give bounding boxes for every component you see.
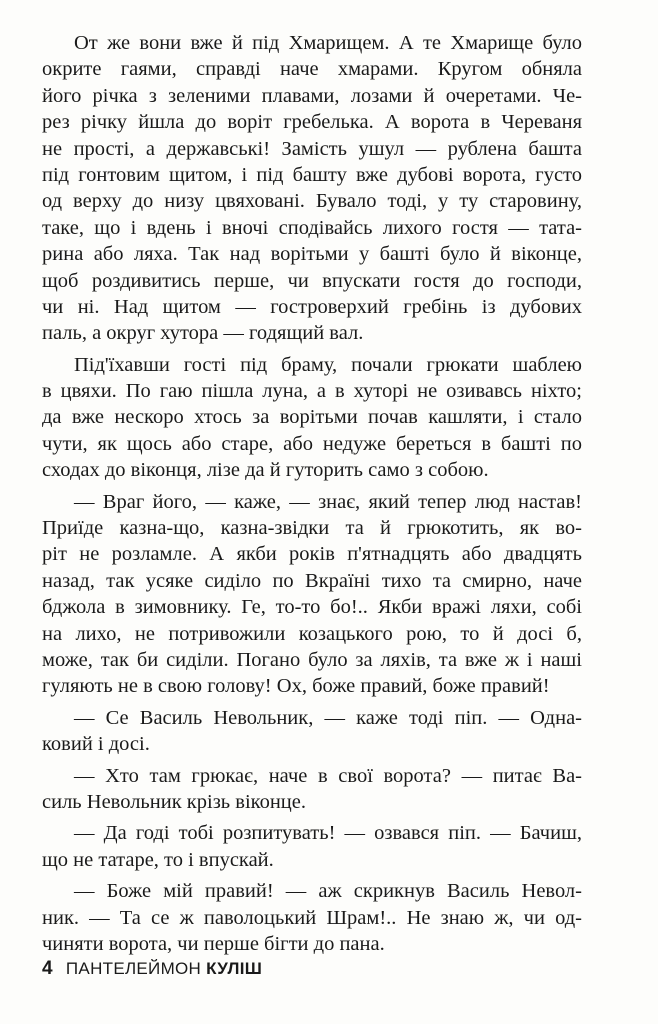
- text-line: ріт не розламле. А якби років п'ятнадцять або двадцять: [42, 543, 582, 566]
- text-line: Приїде казна-що, казна-звідки та й грюкотить, як во-: [42, 517, 582, 540]
- text-line: назад, так усяке сиділо по Вкраїні тихо та смирно, наче: [42, 569, 582, 592]
- text-line: От же вони вже й під Хмарищем. А те Хмарище було: [74, 32, 582, 54]
- text-line: паль, а округ хутора — годящий вал.: [42, 322, 364, 345]
- text-line: Під'їхавши гості під браму, почали грюкати шаблею: [74, 353, 582, 376]
- paragraph: [42, 30, 582, 347]
- text-line: може, так би сиділи. Погано було за ляхів, та вже ж і наші: [42, 648, 582, 671]
- text-line: чиняти ворота, чи перше бігти до пана.: [42, 932, 385, 955]
- text-line: рез річку йшла до воріт гребелька. А ворота в Череваня: [42, 111, 582, 134]
- text-line: таке, що і вдень і вночі сподівайсь лихого гостя — тата-: [42, 216, 582, 239]
- text-line: бджола в зимовнику. Ге, то-то бо!.. Якби вражі ляхи, собі: [42, 596, 582, 619]
- text-line: чути, як щось або старе, або недуже береться в башті по: [42, 432, 582, 455]
- body-text: [42, 30, 582, 962]
- text-line: од верху до низу цвяховані. Бувало тоді, у ту старовину,: [42, 190, 582, 213]
- text-line: сходах до віконця, лізе да й гуторить само з собою.: [42, 459, 489, 482]
- author-first-name: ПАНТЕЛЕЙМОН: [65, 959, 202, 978]
- paragraph: [42, 489, 582, 700]
- text-line: не прості, а державські! Замість ушул — рублена башта: [42, 137, 582, 160]
- text-line: рина або ляха. Так над ворітьми у башті було й віконце,: [42, 243, 582, 266]
- text-line: гуляють не в свою голову! Ох, боже правий, боже правий!: [42, 675, 550, 698]
- text-line: — Да годі тобі розпитувать! — озвався піп. — Бачиш,: [74, 822, 582, 845]
- text-line: його річка з зеленими плавами, лозами й очеретами. Че-: [42, 84, 582, 107]
- text-line: що не татаре, то і впускай.: [42, 848, 274, 871]
- text-line: — Враг його, — каже, — знає, який тепер люд настав!: [74, 490, 582, 513]
- running-footer: [42, 958, 262, 980]
- text-line: — Хто там грюкає, наче в свої ворота? — питає Ва-: [74, 764, 582, 787]
- paragraph: [42, 352, 582, 484]
- text-line: — Се Василь Невольник, — каже тоді піп. — Одна-: [74, 706, 582, 729]
- paragraph: [42, 820, 582, 873]
- page-number: 4: [42, 958, 53, 979]
- paragraph: [42, 763, 582, 816]
- text-line: щоб роздивитись перше, чи впускати гостя до господи,: [42, 269, 582, 292]
- paragraph: [42, 705, 582, 758]
- text-line: чи ні. Над щитом — гостроверхий гребінь із дубових: [42, 295, 582, 318]
- text-line: в цвяхи. По гаю пішла луна, а в хуторі не озивавсь ніхто;: [42, 380, 582, 403]
- text-line: да вже нескоро хтось за ворітьми почав кашляти, і стало: [42, 406, 582, 429]
- text-line: силь Невольник крізь віконце.: [42, 790, 306, 813]
- text-line: ковий і досі.: [42, 733, 150, 756]
- author-last-name: КУЛІШ: [206, 959, 263, 978]
- text-line: під гонтовим щитом, і під башту вже дубові ворота, густо: [42, 163, 582, 186]
- paragraph: [42, 878, 582, 957]
- text-line: — Боже мій правий! — аж скрикнув Василь Невол-: [74, 880, 582, 903]
- text-line: окрите гаями, справді наче хмарами. Кругом обняла: [42, 58, 582, 81]
- text-line: на лихо, не потривожили козацького рою, то й досі б,: [42, 622, 582, 645]
- text-line: ник. — Та се ж паволоцький Шрам!.. Не знаю ж, чи од-: [42, 906, 582, 929]
